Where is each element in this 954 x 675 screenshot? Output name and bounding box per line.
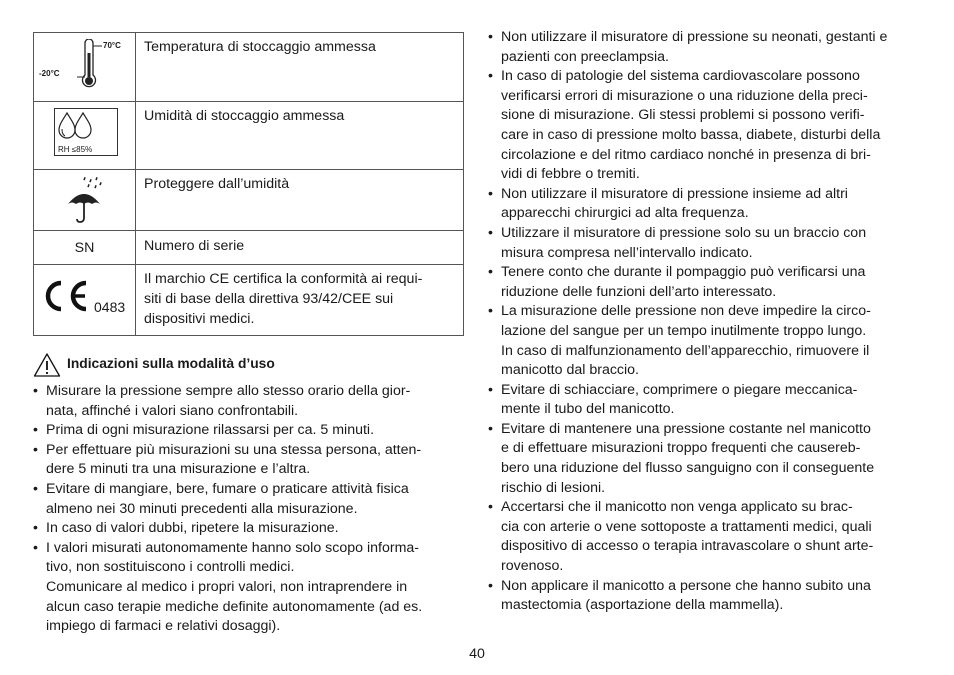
bullet-line: Prima di ogni misurazione rilassarsi per ca. 5 minuti. bbox=[46, 422, 375, 439]
bullet-item bbox=[488, 185, 924, 224]
notified-body-number: 0483 bbox=[94, 299, 126, 315]
bullet-line: bero una riduzione del flusso sanguigno con il conseguente bbox=[501, 460, 875, 477]
symbol-row-serial bbox=[34, 231, 464, 265]
bullet-item bbox=[488, 302, 924, 380]
bullet-line: manicotto dal braccio. bbox=[501, 362, 640, 379]
bullet-item bbox=[33, 519, 465, 539]
bullet-line: riduzione delle funzioni dell’arto interessato. bbox=[501, 283, 777, 300]
bullet-item bbox=[488, 67, 924, 185]
bullet-line: Misurare la pressione sempre allo stesso orario della gior- bbox=[46, 383, 411, 399]
description-line: siti di base della direttiva 93/42/CEE sui bbox=[144, 291, 394, 307]
bullet-item bbox=[33, 539, 465, 637]
bullet-line: circolazione e del ritmo cardiaco nonché in presenza di bri- bbox=[501, 146, 871, 163]
symbol-row-moisture bbox=[34, 170, 464, 231]
bullet-item bbox=[488, 263, 924, 302]
ce-mark-icon bbox=[41, 280, 91, 312]
umbrella-rain-icon bbox=[64, 176, 108, 224]
bullet-line: In caso di valori dubbi, ripetere la misurazione. bbox=[46, 520, 339, 537]
bullet-line: Utilizzare il misuratore di pressione solo su un braccio con bbox=[501, 224, 867, 241]
bullet-line: Tenere conto che durante il pompaggio può verificarsi una bbox=[501, 264, 866, 281]
symbol-description: Umidità di stoccaggio ammessa bbox=[136, 102, 464, 170]
bullet-line: Evitare di mantenere una pressione costante nel manicotto bbox=[501, 420, 871, 437]
bullet-line: In caso di malfunzionamento dell’apparecchio, rimuovere il bbox=[501, 342, 870, 359]
warning-triangle-icon bbox=[33, 352, 61, 378]
bullet-line: almeno nei 30 minuti precedenti alla misurazione. bbox=[46, 500, 358, 517]
bullet-line: rovenoso. bbox=[501, 558, 564, 575]
bullet-line: Evitare di schiacciare, comprimere o piegare meccanica- bbox=[501, 381, 858, 398]
bullet-line: apparecchi chirurgici ad alta frequenza. bbox=[501, 205, 749, 222]
humidity-icon-cell bbox=[34, 102, 136, 170]
bullet-line: Evitare di mangiare, bere, fumare o praticare attività fisica bbox=[46, 480, 409, 497]
bullet-line: dere 5 minuti tra una misurazione e l’altra. bbox=[46, 461, 311, 478]
bullet-line: nata, affinché i valori siano confrontabili. bbox=[46, 402, 299, 419]
bullet-line: impiego di farmaci e relativi dosaggi). bbox=[46, 618, 281, 635]
bullet-item bbox=[488, 381, 924, 420]
bullet-line: I valori misurati autonomamente hanno solo scopo informa- bbox=[46, 539, 420, 556]
bullet-line: care in caso di pressione molto bassa, diabete, disturbi della bbox=[501, 126, 881, 143]
bullet-item bbox=[33, 421, 465, 441]
symbol-row-humidity bbox=[34, 102, 464, 170]
bullet-item bbox=[488, 224, 924, 263]
thermometer-icon-cell bbox=[34, 33, 136, 102]
description-line: dispositivi medici. bbox=[144, 311, 255, 327]
bullet-line: Non applicare il manicotto a persone che hanno subito una bbox=[501, 577, 871, 594]
bullet-line: pazienti con preeclampsia. bbox=[501, 48, 669, 65]
left-bullet-list bbox=[33, 382, 465, 637]
temperature-low-label: -20°C bbox=[39, 69, 60, 78]
symbol-row-temperature bbox=[34, 33, 464, 102]
umbrella-icon-cell bbox=[34, 170, 136, 231]
bullet-line: Per effettuare più misurazioni su una stessa persona, atten- bbox=[46, 441, 422, 458]
symbol-row-ce bbox=[34, 265, 464, 336]
serial-number-symbol: SN bbox=[34, 231, 136, 265]
symbol-description: Proteggere dall’umidità bbox=[136, 170, 464, 231]
usage-notice-heading bbox=[33, 352, 465, 382]
bullet-line: Non utilizzare il misuratore di pressione su neonati, gestanti e bbox=[501, 29, 888, 45]
symbol-description: Numero di serie bbox=[136, 231, 464, 265]
bullet-item bbox=[33, 382, 465, 421]
bullet-item bbox=[33, 441, 465, 480]
left-column bbox=[33, 32, 465, 637]
bullet-line: In caso di patologie del sistema cardiovascolare possono bbox=[501, 68, 860, 85]
symbol-description: Temperatura di stoccaggio ammessa bbox=[136, 33, 464, 102]
bullet-item bbox=[488, 28, 924, 67]
temperature-high-label: 70°C bbox=[103, 41, 121, 50]
bullet-item bbox=[488, 498, 924, 576]
bullet-line: Accertarsi che il manicotto non venga applicato su brac- bbox=[501, 499, 853, 516]
right-column bbox=[488, 28, 924, 616]
usage-notice-title: Indicazioni sulla modalità d’uso bbox=[67, 356, 275, 371]
bullet-line: mastectomia (asportazione della mammella). bbox=[501, 597, 784, 614]
bullet-line: mente il tubo del manicotto. bbox=[501, 401, 675, 418]
bullet-item bbox=[33, 480, 465, 519]
symbols-table bbox=[33, 32, 464, 336]
bullet-line: verificarsi errori di misurazione o una riduzione della preci- bbox=[501, 87, 868, 104]
humidity-drops-icon bbox=[54, 108, 118, 156]
page-number: 40 bbox=[469, 646, 485, 662]
bullet-line: misura compresa nell’intervallo indicato. bbox=[501, 244, 753, 261]
bullet-item bbox=[488, 420, 924, 498]
bullet-line: Comunicare al medico i propri valori, non intraprendere in bbox=[46, 578, 408, 595]
symbol-description bbox=[136, 265, 464, 336]
ce-icon-cell bbox=[34, 265, 136, 336]
bullet-line: tivo, non sostituiscono i controlli medici. bbox=[46, 559, 295, 576]
thermometer-icon bbox=[74, 39, 104, 95]
bullet-line: alcun caso terapie mediche definite autonomamente (ad es. bbox=[46, 598, 423, 615]
bullet-line: lazione del sangue per un tempo inutilmente troppo lungo. bbox=[501, 322, 867, 339]
rh-label: RH ≤85% bbox=[58, 145, 93, 154]
bullet-line: dispositivo di accesso o terapia intravascolare o shunt arte- bbox=[501, 538, 874, 555]
bullet-item bbox=[488, 577, 924, 616]
bullet-line: sione di misurazione. Gli stessi problemi si possono verifi- bbox=[501, 107, 865, 124]
description-line: Il marchio CE certifica la conformità ai requi- bbox=[144, 271, 423, 287]
right-bullet-list bbox=[488, 28, 924, 616]
bullet-line: rischio di lesioni. bbox=[501, 479, 606, 496]
bullet-line: vidi di febbre o tremiti. bbox=[501, 166, 640, 183]
bullet-line: e di effettuare misurazioni troppo frequenti che causereb- bbox=[501, 440, 861, 457]
bullet-line: La misurazione delle pressione non deve impedire la circo- bbox=[501, 303, 871, 320]
bullet-line: cia con arterie o vene sottoposte a trattamenti medici, quali bbox=[501, 518, 872, 535]
bullet-line: Non utilizzare il misuratore di pressione insieme ad altri bbox=[501, 185, 848, 202]
